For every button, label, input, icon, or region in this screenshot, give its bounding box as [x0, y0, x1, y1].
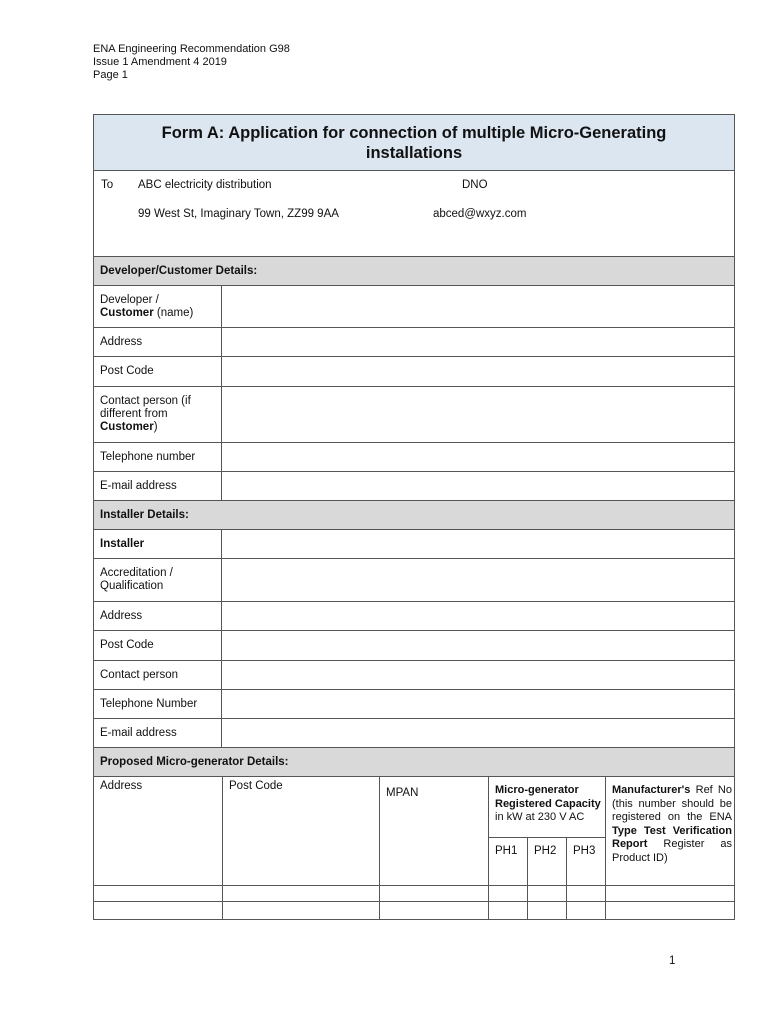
mfr-text-2: Register as Product ID): [612, 838, 732, 864]
installer-postcode-field[interactable]: [222, 631, 734, 660]
developer-telephone-row: [94, 443, 734, 472]
installer-contact-field[interactable]: [222, 661, 734, 689]
ph3-header: PH3: [573, 845, 596, 857]
capacity-header: [495, 784, 603, 825]
ph2-header: PH2: [534, 845, 557, 857]
dno-company: ABC electricity distribution: [138, 179, 272, 191]
application-form: [93, 114, 735, 920]
contact-label-text: Contact person (if different from: [100, 395, 191, 420]
developer-postcode-field[interactable]: [222, 357, 734, 386]
col-address-header: Address: [100, 780, 143, 792]
developer-contact-field[interactable]: [222, 387, 734, 442]
installer-telephone-label: Telephone Number: [94, 690, 222, 718]
developer-label-suffix: (name): [153, 306, 194, 319]
dno-email: abced@wxyz.com: [433, 208, 527, 220]
form-title: Form A: Application for connection of multiple Micro-Generating installations: [94, 115, 734, 171]
installer-postcode-label: Post Code: [94, 631, 222, 660]
developer-contact-label: [94, 387, 222, 442]
row-divider: [488, 837, 606, 838]
manufacturer-ref-header: [612, 784, 732, 865]
installer-address-field[interactable]: [222, 602, 734, 630]
developer-email-label: E-mail address: [94, 472, 222, 500]
mfr-text-1: Ref No (this number should be registered on the ENA: [612, 784, 732, 823]
capacity-header-text: in kW at 230 V AC: [495, 811, 585, 823]
contact-label-bold: Customer: [100, 421, 154, 433]
ph1-header: PH1: [495, 845, 518, 857]
header-standard: ENA Engineering Recommendation G98: [93, 43, 290, 55]
col-postcode-header: Post Code: [229, 780, 283, 792]
dno-label: DNO: [462, 179, 488, 191]
developer-name-row: [94, 286, 734, 328]
developer-label-text: Developer /: [100, 293, 159, 306]
col-divider: [527, 837, 528, 919]
header-issue: Issue 1 Amendment 4 2019: [93, 56, 227, 68]
installer-address-label: Address: [94, 602, 222, 630]
developer-email-field[interactable]: [222, 472, 734, 500]
installer-contact-row: [94, 661, 734, 690]
developer-section-heading: Developer/Customer Details:: [94, 257, 734, 286]
header-page: Page 1: [93, 69, 128, 81]
col-divider: [379, 777, 380, 919]
micro-section-heading: Proposed Micro-generator Details:: [94, 748, 734, 777]
accreditation-label: Accreditation / Qualification: [94, 559, 222, 601]
developer-name-label: [94, 286, 222, 327]
micro-generator-table: [94, 777, 734, 919]
developer-telephone-field[interactable]: [222, 443, 734, 471]
installer-address-row: [94, 602, 734, 631]
installer-field[interactable]: [222, 530, 734, 558]
developer-label-bold: Customer: [100, 306, 154, 319]
developer-address-label: Address: [94, 328, 222, 356]
document-header: [93, 43, 290, 82]
developer-contact-row: [94, 387, 734, 443]
installer-email-label: E-mail address: [94, 719, 222, 747]
installer-row: [94, 530, 734, 559]
installer-email-field[interactable]: [222, 719, 734, 747]
contact-label-suffix: ): [153, 421, 158, 433]
developer-address-row: [94, 328, 734, 357]
installer-email-row: [94, 719, 734, 748]
to-label: To: [101, 179, 114, 191]
mfr-bold-1: Manufacturer's: [612, 784, 691, 796]
col-mpan-header: MPAN: [386, 787, 419, 799]
developer-telephone-label: Telephone number: [94, 443, 222, 471]
developer-email-row: [94, 472, 734, 501]
col-divider: [488, 777, 489, 919]
accreditation-field[interactable]: [222, 559, 734, 601]
installer-telephone-field[interactable]: [222, 690, 734, 718]
row-divider: [94, 885, 734, 886]
row-divider: [94, 901, 734, 902]
installer-section-heading: Installer Details:: [94, 501, 734, 530]
col-divider: [566, 837, 567, 919]
col-divider: [605, 777, 606, 919]
developer-postcode-label: Post Code: [94, 357, 222, 386]
recipient-block: [94, 171, 734, 257]
installer-label: Installer: [94, 530, 222, 558]
installer-postcode-row: [94, 631, 734, 661]
page-number: 1: [669, 955, 676, 967]
developer-address-field[interactable]: [222, 328, 734, 356]
mfr-bold-2: Type Test Verification Report: [612, 824, 732, 850]
col-divider: [222, 777, 223, 919]
accreditation-row: [94, 559, 734, 602]
installer-telephone-row: [94, 690, 734, 719]
developer-postcode-row: [94, 357, 734, 387]
capacity-header-bold: Micro-generator Registered Capacity: [495, 784, 601, 810]
developer-name-field[interactable]: [222, 286, 734, 327]
dno-address: 99 West St, Imaginary Town, ZZ99 9AA: [138, 208, 339, 220]
installer-contact-label: Contact person: [94, 661, 222, 689]
